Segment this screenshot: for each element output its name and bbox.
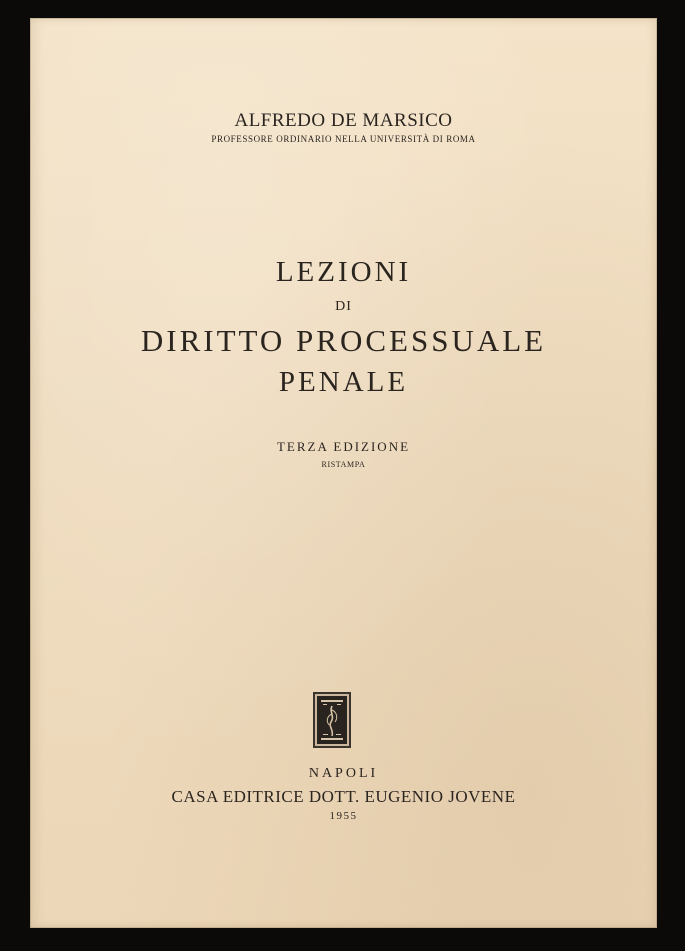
book-cover: [30, 18, 657, 928]
author-name: ALFREDO DE MARSICO: [234, 110, 453, 131]
publication-city: NAPOLI: [308, 766, 379, 781]
edition-label: TERZA EDIZIONE: [276, 439, 411, 454]
publication-year: 1955: [329, 810, 358, 822]
title-line-lezioni: LEZIONI: [275, 256, 412, 288]
publisher-mark-icon: [313, 692, 351, 748]
publisher-name: CASA EDITRICE DOTT. EUGENIO JOVENE: [171, 787, 516, 806]
title-line-penale: PENALE: [278, 366, 409, 398]
title-line-di: DI: [335, 299, 352, 314]
title-line-diritto-processuale: DIRITTO PROCESSUALE: [140, 323, 547, 358]
author-affiliation: PROFESSORE ORDINARIO NELLA UNIVERSITÀ DI ROMA: [211, 134, 476, 144]
reprint-label: RISTAMPA: [321, 460, 366, 469]
